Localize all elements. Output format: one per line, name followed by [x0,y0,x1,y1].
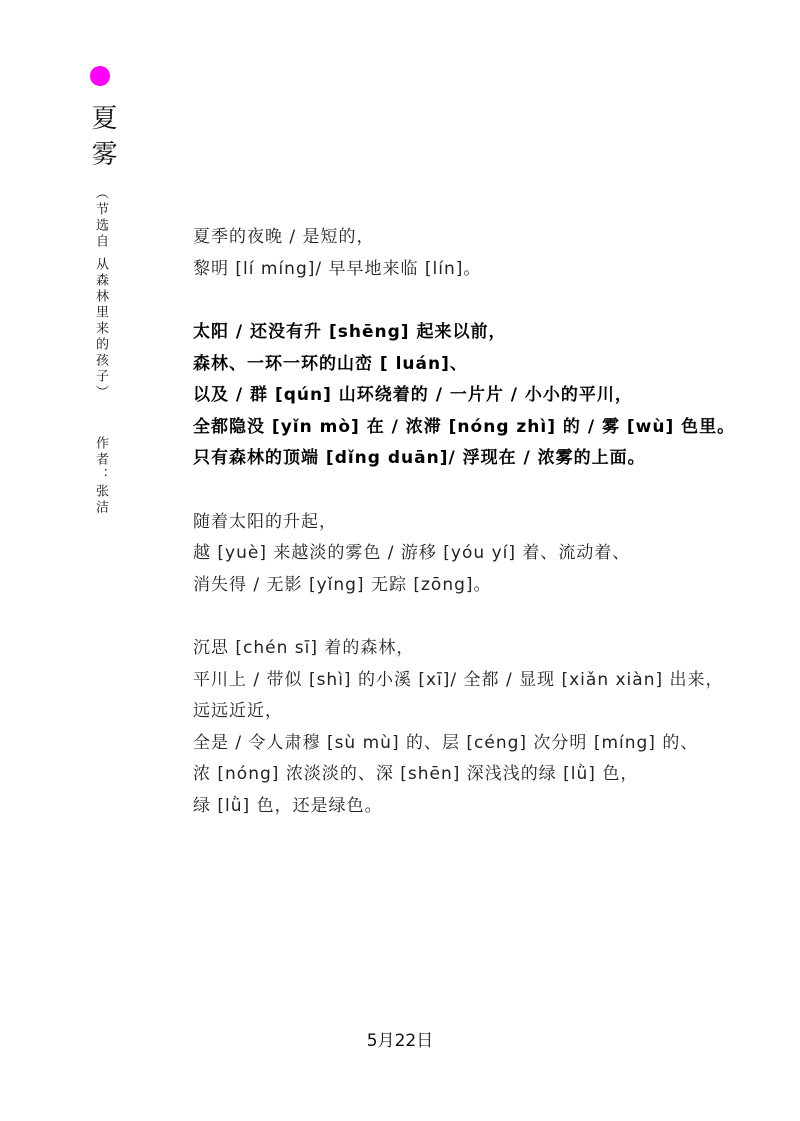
poem-line: 随着太阳的升起， [193,511,337,532]
poem-line: 全是 / 令人肃穆 [sù mù] 的、层 [céng] 次分明 [míng] 的、 [193,732,699,753]
poem-line: 森林、一环一环的山峦 [ luán]、 [193,353,468,374]
stanza-1 [193,222,773,285]
poem-line: 黎明 [lí míng]/ 早早地来临 [lín]。 [193,258,482,279]
source-note: （节选自 从森林里来的孩子） [93,186,108,402]
stanza-2 [193,317,773,475]
stanza-4 [193,633,773,822]
stanza-3 [193,507,773,602]
poem-line: 绿 [lǜ] 色，还是绿色。 [193,795,383,816]
poem-line: 太阳 / 还没有升 [shēng] 起来以前， [193,322,507,342]
poem-line: 越 [yuè] 来越淡的雾色 / 游移 [yóu yí] 着、流动着、 [193,543,631,563]
author-credit: 作者：张洁 [93,436,108,516]
poem-line: 夏季的夜晚 / 是短的， [193,227,375,247]
poem-line: 消失得 / 无影 [yǐng] 无踪 [zōng]。 [193,574,492,595]
poem-line: 以及 / 群 [qún] 山环绕着的 / 一片片 / 小小的平川， [193,385,633,405]
poem-line: 平川上 / 带似 [shì] 的小溪 [xī]/ 全都 / 显现 [xiǎn xiàn] 出来， [193,669,724,690]
poem-line: 沉思 [chén sī] 着的森林， [193,638,415,658]
accent-dot [90,66,110,86]
poem-line: 远远近近， [193,701,283,721]
poem-body [193,222,773,854]
date-label: 5月22日 [366,1031,434,1051]
poem-title: 夏雾 [87,104,117,176]
poem-line: 全都隐没 [yǐn mò] 在 / 浓滞 [nóng zhì] 的 / 雾 [wù] 色里。 [193,416,736,437]
poem-line: 只有森林的顶端 [dǐng duān]/ 浮现在 / 浓雾的上面。 [193,448,646,468]
poem-line: 浓 [nóng] 浓淡淡的、深 [shēn] 深浅浅的绿 [lǜ] 色， [193,764,639,784]
